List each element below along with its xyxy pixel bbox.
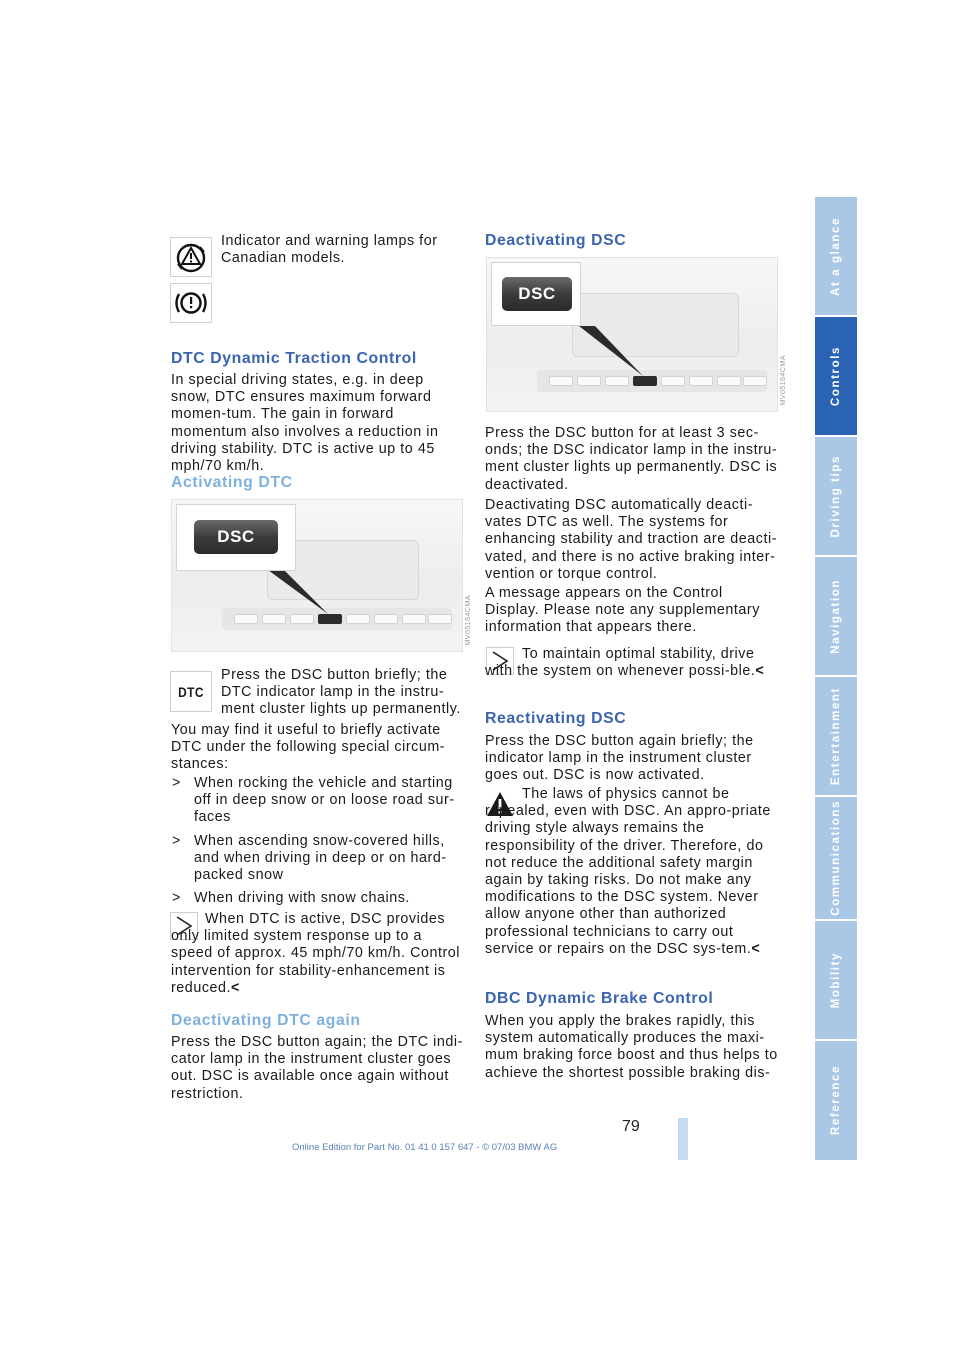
deactivating-dsc-text-3: A message appears on the Control Display. Please note any supplementary information that appears there. — [485, 585, 760, 636]
dsc-note-text — [485, 646, 777, 680]
photo-code: MV05164CMA — [780, 355, 787, 406]
dsc-warning-triangle-icon — [170, 237, 212, 277]
dsc-button-callout — [491, 262, 581, 326]
end-mark: < — [751, 940, 761, 957]
page-number-bar — [678, 1118, 688, 1160]
tab-controls[interactable] — [815, 317, 857, 435]
dtc-icon — [170, 671, 212, 712]
dbc-heading: DBC Dynamic Brake Control — [485, 990, 714, 1007]
dsc-button-callout — [176, 504, 296, 571]
dsc-button-closeup: DSC — [194, 520, 278, 554]
dsc-note-body: To maintain optimal stability, drive with the system on whenever possi-ble. — [485, 646, 756, 680]
bullet-marker: > — [172, 890, 181, 906]
page-number: 79 — [622, 1118, 640, 1135]
tab-label: Navigation — [830, 578, 842, 654]
brake-warning-icon — [170, 283, 212, 323]
dsc-button-closeup: DSC — [502, 277, 572, 311]
dtc-heading: DTC Dynamic Traction Control — [171, 350, 417, 367]
dbc-text: When you apply the brakes rapidly, this system automatically produces the maxi-mum braking force boost and thus helps to achieve the shortest possible braking dis- — [485, 1013, 778, 1081]
bullet-item: When driving with snow chains. — [194, 890, 410, 906]
activating-dtc-text: Press the DSC button briefly; the DTC indicator lamp in the instru-ment cluster lights up permanently. — [221, 667, 461, 718]
tab-entertainment[interactable] — [815, 677, 857, 795]
deactivating-dtc-again-text: Press the DSC button again; the DTC indi-cator lamp in the instrument cluster goes out. DSC is available once again without restriction. — [171, 1034, 463, 1102]
tab-communications[interactable] — [815, 797, 857, 919]
dtc-note-body: When DTC is active, DSC provides only limited system response up to a speed of approx. 45 mph/70 km/h. Control intervention for stability-enhancement is reduced. — [171, 911, 461, 996]
dsc-warning-body: The laws of physics cannot be repealed, even with DSC. An appro-priate driving style always remains the responsibility of the driver. Therefore, do not reduce the additional safety margin again by taking risks. Do not make any modifications to the DSC system. Never allow anyone other than authorized professional technicians to carry out service or repairs on the DSC sys-tem. — [485, 786, 771, 957]
reactivating-dsc-heading: Reactivating DSC — [485, 710, 627, 727]
bullet-item: When ascending snow-covered hills, and when driving in deep or on hard-packed snow — [194, 833, 447, 884]
end-mark: < — [231, 979, 240, 996]
deactivating-dsc-text-2: Deactivating DSC automatically deacti-vates DTC as well. The systems for enhancing stability and traction are deacti-vated, and there is no active braking inter-vention or torque control. — [485, 497, 778, 582]
dtc-note-text — [171, 911, 463, 997]
deactivating-dsc-heading: Deactivating DSC — [485, 232, 627, 249]
deactivating-dsc-text-1: Press the DSC button for at least 3 sec-onds; the DSC indicator lamp in the instru-ment cluster lights up permanently. DSC is deactivated. — [485, 425, 778, 493]
tab-driving-tips[interactable] — [815, 437, 857, 555]
indicator-caption: Indicator and warning lamps for Canadian models. — [221, 233, 438, 267]
bullet-marker: > — [172, 833, 181, 849]
tab-label: Entertainment — [830, 686, 842, 786]
tab-label: Mobility — [830, 951, 842, 1009]
dtc-intro-paragraph: In special driving states, e.g. in deep snow, DTC ensures maximum forward momen-tum. The gain in forward momentum also involves a reduction in driving stability. DTC is active up to 45 mph/70 km/h. — [171, 372, 439, 475]
tab-label: Communications — [830, 800, 842, 916]
photo-code: MV05164CMA — [465, 595, 472, 646]
dsc-button-photo-right — [486, 257, 778, 412]
bullet-item: When rocking the vehicle and starting off in deep snow or on loose road sur-faces — [194, 775, 455, 826]
tab-navigation[interactable] — [815, 557, 857, 675]
tab-label: Reference — [830, 1065, 842, 1136]
bullet-marker: > — [172, 775, 181, 791]
tab-label: At a glance — [830, 216, 842, 296]
dsc-warning-text — [485, 786, 780, 958]
tab-label: Driving tips — [830, 454, 842, 538]
end-mark: < — [755, 663, 765, 680]
tab-label: Controls — [830, 345, 842, 407]
reactivating-dsc-text: Press the DSC button again briefly; the indicator lamp in the instrument cluster goes out. DSC is now activated. — [485, 733, 754, 784]
deactivating-dtc-again-heading: Deactivating DTC again — [171, 1012, 361, 1029]
footer-text: Online Edition for Part No. 01 41 0 157 647 - © 07/03 BMW AG — [292, 1142, 558, 1153]
tab-reference[interactable] — [815, 1041, 857, 1160]
activating-dtc-heading: Activating DTC — [171, 474, 293, 491]
tab-mobility[interactable] — [815, 921, 857, 1039]
dtc-icon-label: DTC — [178, 683, 204, 700]
useful-circumstances-text: You may find it useful to briefly activate DTC under the following special circum-stances: — [171, 722, 446, 773]
dsc-button-photo — [171, 499, 463, 652]
tab-at-a-glance[interactable] — [815, 197, 857, 315]
